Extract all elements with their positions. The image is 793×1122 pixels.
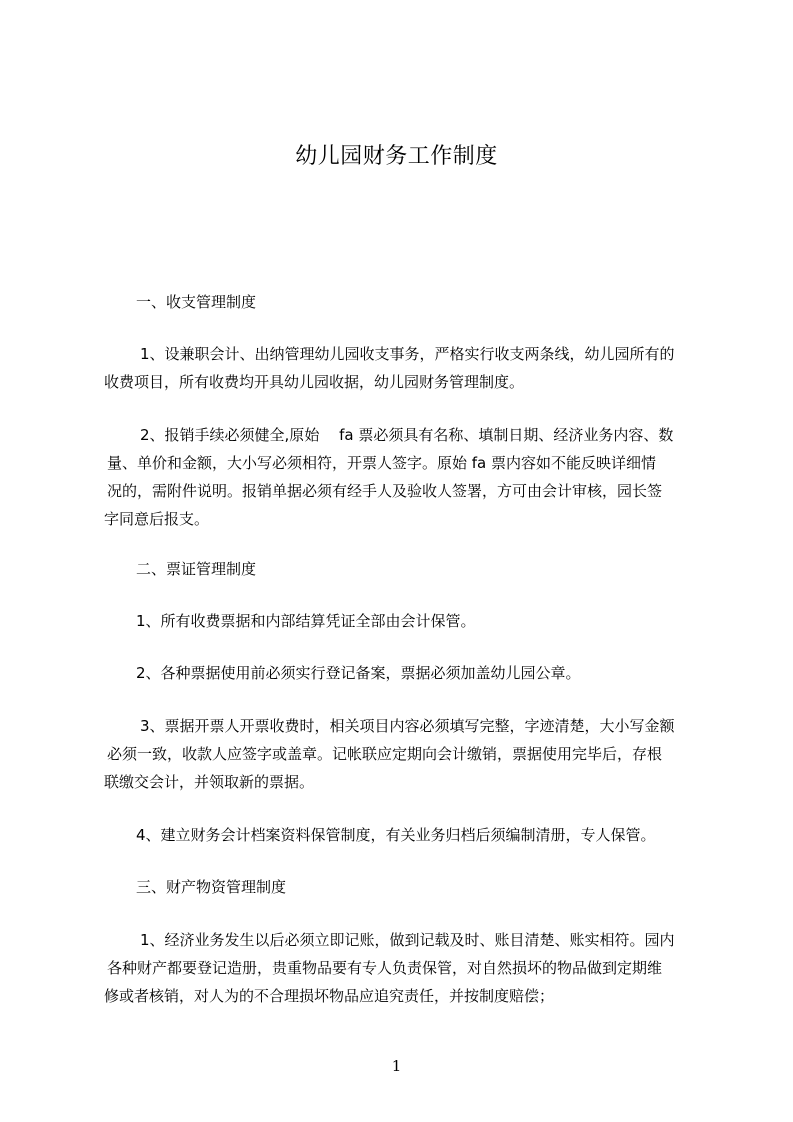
paragraph-line: 1、经济业务发生以后必须立即记账，做到记载及时、账目清楚、账实相符。园内 (140, 931, 675, 949)
paragraph-line: 必须一致，收款人应签字或盖章。记帐联应定期向会计缴销，票据使用完毕后，存根 (107, 745, 663, 763)
document-title: 幼儿园财务工作制度 (295, 144, 498, 169)
paragraph-line: 2、各种票据使用前必须实行登记备案，票据必须加盖幼儿园公章。 (136, 664, 581, 682)
paragraph-line: 量、单价和金额，大小写必须相符，开票人签字。原始 fa 票内容如不能反映详细情 (107, 454, 657, 472)
section-heading-vouchers: 二、票证管理制度 (136, 560, 257, 578)
paragraph-line: 收费项目，所有收费均开具幼儿园收据，幼儿园财务管理制度。 (104, 373, 525, 391)
paragraph-line: 字同意后报支。 (104, 510, 210, 528)
paragraph-line: 3、票据开票人开票收费时，相关项目内容必须填写完整，字迹清楚，大小写金额 (140, 717, 675, 735)
section-heading-assets: 三、财产物资管理制度 (136, 878, 287, 896)
paragraph-line: 修或者核销，对人为的不合理损坏物品应追究责任，并按制度赔偿； (104, 987, 555, 1005)
paragraph-line: 1、设兼职会计、出纳管理幼儿园收支事务，严格实行收支两条线，幼儿园所有的 (140, 345, 675, 363)
page-number: 1 (391, 1057, 402, 1075)
section-heading-income-expense: 一、收支管理制度 (136, 293, 257, 311)
paragraph-line: 2、报销手续必须健全,原始 fa 票必须具有名称、填制日期、经济业务内容、数 (140, 426, 674, 444)
paragraph-line: 况的，需附件说明。报销单据必须有经手人及验收人签署，方可由会计审核，园长签 (107, 482, 663, 500)
paragraph-line: 各种财产都要登记造册，贵重物品要有专人负责保管，对自然损坏的物品做到定期维 (107, 959, 663, 977)
paragraph-line: 联缴交会计，并领取新的票据。 (104, 773, 315, 791)
paragraph-line: 1、所有收费票据和内部结算凭证全部由会计保管。 (136, 612, 476, 630)
paragraph-line: 4、建立财务会计档案资料保管制度，有关业务归档后须编制清册，专人保管。 (136, 826, 656, 844)
